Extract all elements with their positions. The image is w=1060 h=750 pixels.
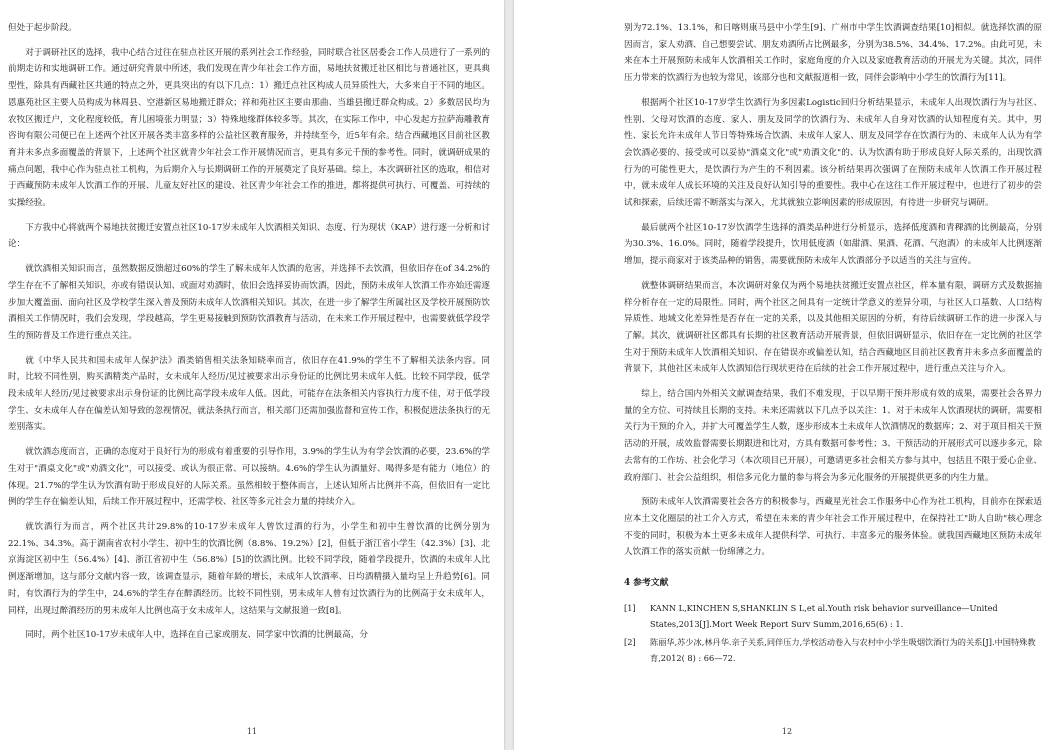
reference-number: [1] — [624, 602, 636, 613]
paragraph: 预防未成年人饮酒需要社会各方的积极参与，西藏星光社会工作服务中心作为社工机构，目前亦在探索适应本土文化圈层的社工介入方式，希望在未来的青少年社会工作开展过程中，在保持社工"助人自助"核心理念不变的同时，积极为本土更多未成年人提供科学、可执行、丰富多元的服务体验。就我国西藏地区预防未成年人饮酒工作的落实贡献一份绵薄之力。 — [624, 497, 1042, 558]
paragraph: 综上，结合国内外相关文献调查结果，我们不难发现，于以早期干预并形成有效的成果，需要社会各界力量的全方位、可持续且长期的支持。未来还需就以下几点予以关注：1、对于未成年人饮酒现状的调研，需要相关行为干预的介入，并扩大可覆盖学生人数，逐步形成本土未成年人饮酒情况的数据库；2、对于项目相关干预活动的开展，成效监督需要长期跟进和比对，方具有数据可参考性；3、干预活动的开展形式可以逐步多元，除去常有的工作坊、社会化学习（本次项目已开展），可邀请更多社会相关方参与其中，包括且不限于爱心企业、政府部门、社会公益组织，相信多元化力量的参与将会为多元化服务的开展提供更多的内生力量。 — [624, 389, 1042, 483]
page-11 — [0, 0, 504, 750]
paragraph: 但处于起步阶段。 — [8, 23, 77, 33]
paragraph: 就饮酒态度而言，正确的态度对于良好行为的形成有着重要的引导作用，3.9%的学生认为有学会饮酒的必要，23.6%的学生对于"酒桌文化"或"劝酒文化"，可以接受、或认为很正常、可以接纳。4.6%的学生认为酒量好、喝得多是有能力（地位）的体现。21.7%的学生认为饮酒有助于形成良好的人际关系。虽然相较于整体而言，上述认知所占比例并不高，但依旧有一定比例的学生存在偏差认知，后续工作开展过程中，还需学校、社区等多元社会力量的持续介入。 — [8, 447, 490, 508]
paragraph: 就饮酒行为而言，两个社区共计29.8%的10-17岁未成年人曾饮过酒的行为，小学生和初中生曾饮酒的比例分别为22.1%、34.3%。高于湖南省农村小学生、初中生的饮酒比例（8.8%、19.2%）[2]，但低于浙江省小学生（42.3%）[3]、北京海淀区初中生（56.4%）[4]、浙江省初中生（56.8%）[5]的饮酒比例。比较不同学段，随着学段提升，饮酒的未成年人比例逐渐增加，这与部分文献内容一致，该调查显示，随着年龄的增长，未成年人饮酒率、日均酒精摄入量均呈上升趋势[6]。同时，有饮酒行为的学生中，24.6%的学生存在醉酒经历。比较不同性别，男未成年人曾有过饮酒行为的比例高于女未成年人，同样，出现过醉酒经历的男未成年人比例也高于女未成年人，这结果与文献报道一致[8]。 — [8, 521, 490, 616]
paragraph: 下方我中心将就两个易地扶贫搬迁安置点社区10-17岁未成年人饮酒相关知识、态度、行为现状（KAP）进行逐一分析和讨论： — [8, 222, 490, 250]
reference-text: KANN L,KINCHEN S,SHANKLIN S L,et al.Youth risk behavior surveillance—United States,2013[J].Mort Week Report Surv Summ,2016,65(6) : 1. — [650, 602, 998, 629]
paragraph: 就《中华人民共和国未成年人保护法》酒类销售相关法条知晓率而言，依旧存在41.9%的学生不了解相关法条内容。同时，比较不同性别，购买酒精类产品时，女未成年人经历/见过被要求出示身份证的比例比男未成年人低。比较不同学段，低学段未成年人经历/见过被要求出示身份证的比例比高学段未成年人低。因此，可能存在法条相关内容执行力度不佳，对于低学段学生、女未成年人存在偏差认知导致的忽视情况，就法条执行而言，相关部门还需加强监督和宣传工作，积极促进法条执行的无差别落实。 — [8, 355, 490, 433]
reference-item — [624, 600, 1042, 632]
page-number: 11 — [246, 727, 258, 736]
page-12 — [514, 0, 1060, 750]
reference-item — [624, 634, 1042, 666]
page-content — [8, 20, 490, 652]
paragraph: 根据两个社区10-17岁学生饮酒行为多因素Logistic回归分析结果显示，未成年人出现饮酒行为与社区、性别、父母对饮酒的态度、家人、朋友及同学的饮酒行为、未成年人自身对饮酒的认知程度有关。其中，男性、家长允许未成年人节日等特殊场合饮酒、未成年人家人、朋友及同学存在饮酒行为的、未成年人认为有学会饮酒必要的、接受或可以妥协"酒桌文化"或"劝酒文化"的、认为饮酒有助于形成良好人际关系的，出现饮酒行为的可能性更大，是饮酒行为产生的不利因素。该分析结果再次强调了在预防未成年人饮酒工作开展过程中，就未成年人成长环境的关注及良好认知引导的重要性。我中心在这往工作开展过程中，也进行了初步的尝试和探索，后续还需不断落实与深入，尤其就独立影响因素的形成原因，有待进一步研究与调研。 — [624, 97, 1042, 209]
section-title: 4 参考文献 — [624, 578, 669, 589]
paragraph: 就饮酒相关知识而言，虽然数据反馈超过60%的学生了解未成年人饮酒的危害，并选择不去饮酒，但依旧存在of 34.2%的学生存在不了解相关知识，亦或有错误认知、或面对劝酒时，依旧会选择妥协而饮酒，因此，预防未成年人饮酒工作亦始还需逐步加大覆盖面、面向社区及学校学生深入普及预防未成年人饮酒相关知识。其次，在进一步了解学生所属社区及学校开展预防饮酒相关工作情况时，我们会发现，学段越高，学生更易接触到预防饮酒教育与活动，在未来工作开展过程中，也需要就低学段学生的预防普及工作进行重点关注。 — [8, 264, 490, 341]
reference-text: 陈丽华,苏少冰,林丹华.亲子关系,同伴压力,学校活动卷入与农村中小学生吸烟饮酒行为的关系[J].中国特殊教育,2012( 8) : 66—72. — [650, 636, 1036, 663]
reference-number: [2] — [624, 636, 636, 647]
paragraph: 同时，两个社区10-17岁未成年人中，选择在自己家或朋友、同学家中饮酒的比例最高，分 — [25, 630, 368, 641]
reference-list — [624, 600, 1042, 666]
paragraph: 最后就两个社区10-17岁饮酒学生选择的酒类品种进行分析显示，选择低度酒和青稞酒的比例最高，分别为30.3%、16.0%。同时，随着学段提升，饮用低度酒（如甜酒、果酒、花酒、气泡酒）的未成年人比例逐渐增加，提示商家对于该类品种的销售，需要就预防未成年人饮酒部分予以适当的关注与宣传。 — [624, 222, 1042, 267]
page-content — [624, 20, 1042, 668]
paragraph: 别为72.1%、13.1%，和日喀则康马县中小学生[9]、广州市中学生饮酒调查结果[10]相似。就选择饮酒的原因而言，家人劝酒、自己想要尝试、朋友劝酒所占比例最多，分别为38.5%、34.4%、17.2%。由此可见，未来在本土开展预防未成年人饮酒相关工作时，家庭角度的介入以及家庭教育活动的开展尤为关键。其次，同伴压力带来的饮酒行为也较为常见，该部分也和文献报道相一致，同伴会影响中小学生的饮酒行为[11]。 — [624, 23, 1042, 84]
page-number: 12 — [781, 727, 793, 736]
paragraph: 对于调研社区的选择，我中心结合过往在驻点社区开展的系列社会工作经验，同时联合社区居委会工作人员进行了一系列的前期走访和实地调研工作。通过研究背景中所述，我们发现在青少年社会工作方面，易地扶贫搬迁社区相比与普通社区，更具典型性，除具有西藏社区共通的特点之外，更具突出的有以下几点：1）搬迁点社区构成人员异质性大，大多来自于不同的地区。恩惠苑社区主要人员构成为林周县、空港新区易地搬迁群众；祥和苑社区主要由那曲、当雄县搬迁群众构成。2）多数居民均为农牧区搬迁户，文化程度较低，育儿困境张力明显；3）特殊地缘群体较多等。其次，在实际工作中，中心发起方拉萨海雕教育咨询有限公司便已在上述两个社区开展各类丰富多样的公益社区教育服务，并持续至今，近5年有余。结合西藏地区目前社区教育并未多点多面覆盖的背景下，上述两个社区就青少年社会工作开展情况而言，更具有多元千预的参考性。同时，就调研成果的痛点问题，我中心作为驻点社工机构，为后期介入与长期调研工作的开展奠定了良好基础。综上，本次调研社区的选取，相信对于西藏预防未成年人饮酒工作的开展、儿童友好社区的建设、社区青少年社会工作的推进，都将提供可执行、可覆盖、可持续的实操经验。 — [8, 47, 490, 209]
paragraph: 就整体调研结果而言，本次调研对象仅为两个易地扶贫搬迁安置点社区，样本量有限，调研方式及数据抽样分析存在一定的局限性。同时，两个社区之间具有一定统计学意义的差异分项，与社区人口基数、人口结构异质性、地域文化差异性是否存在一定的关系，以及其他相关原因的分析，有待后续调研工作的进一步深入与了解。其次，就调研社区都具有长期的社区教育活动开展背景，但依旧调研显示，依旧存在一定比例的社区学生对于预防未成年人饮酒相关知识、存在错误亦或偏差认知，结合西藏地区目前社区教育并未多点多面覆盖的背景下，其他社区未成年人饮酒知信行现状更待在后续的社会工作开展过程中，进行重点关注与介入。 — [624, 280, 1042, 375]
